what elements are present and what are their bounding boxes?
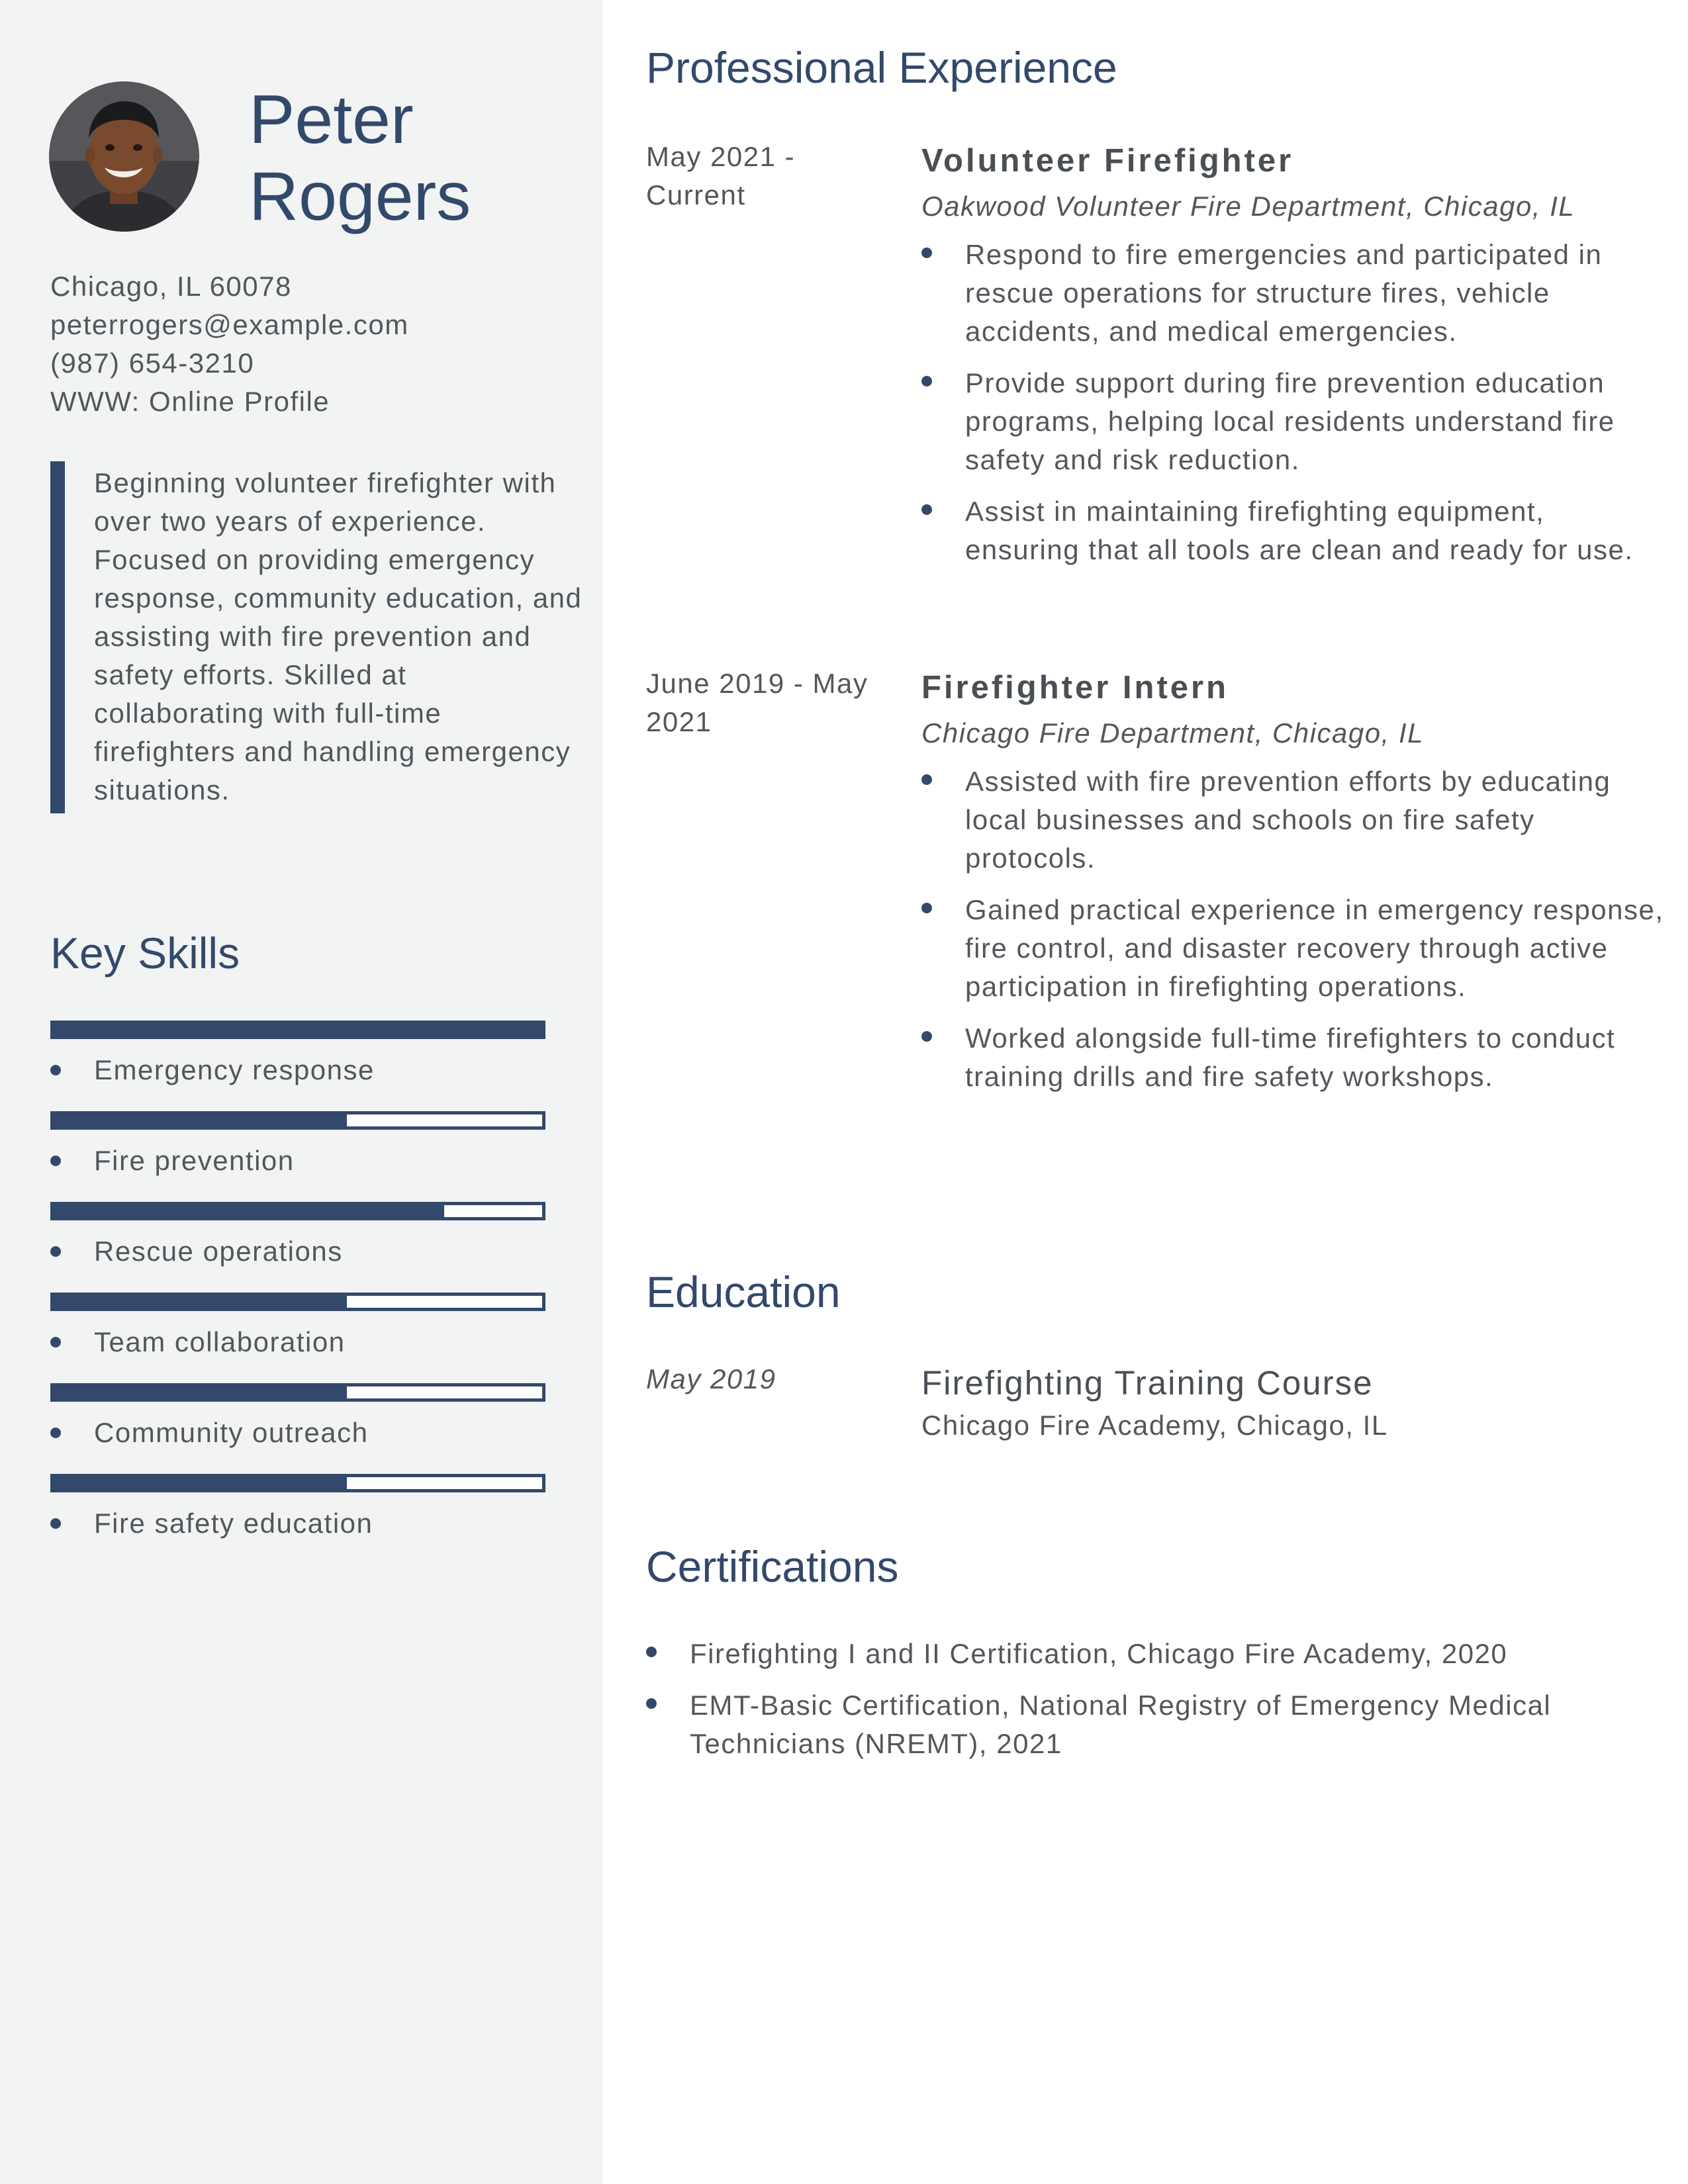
candidate-name [249,81,593,235]
list-item [921,236,1665,351]
certifications-list [646,1635,1665,1776]
job-bullets [921,236,1665,569]
skill-label: Fire safety education [94,1508,373,1539]
job-title: Volunteer Firefighter [921,143,1294,179]
skill-item [50,1202,545,1293]
skill-level-fill [54,1115,347,1126]
bullet-icon [50,1518,61,1529]
skills-list [50,1021,545,1565]
first-name: Peter [249,81,414,158]
skill-label: Fire prevention [94,1145,295,1176]
skill-label: Rescue operations [94,1236,343,1267]
bullet-icon [921,248,932,258]
phone: (987) 654-3210 [50,347,255,379]
list-item [921,364,1665,479]
bullet-icon [646,1647,657,1657]
skill-item [50,1111,545,1202]
bullet-icon [921,1031,932,1042]
address: Chicago, IL 60078 [50,271,292,302]
skill-item [50,1383,545,1474]
bullet-text: Worked alongside full-time firefighters to conduct training drills and fire safety workshops. [965,1023,1616,1092]
bullet-icon [50,1428,61,1438]
contact-info [50,267,580,421]
certification-text: Firefighting I and II Certification, Chicago Fire Academy, 2020 [690,1638,1508,1669]
last-name: Rogers [249,158,471,235]
bullet-text: Respond to fire emergencies and participated in rescue operations for structure fires, vehicle accidents, and medical emergencies. [965,239,1603,347]
skill-level-fill [54,1024,542,1036]
bullet-text: Assisted with fire prevention efforts by educating local businesses and schools on fire safety protocols. [965,766,1611,874]
bullet-icon [921,903,932,913]
education-heading: Education [646,1267,841,1316]
job-bullets [921,762,1665,1096]
bullet-icon [50,1337,61,1347]
bullet-icon [50,1156,61,1166]
professional-summary: Beginning volunteer firefighter with over two years of experience. Focused on providing emergency response, community education, and assisting with fire prevention and safety efforts. Skilled at collaborating with full-time firefighters and handling emergency situations. [50,461,584,813]
education-date: May 2019 [646,1363,776,1394]
list-item [646,1686,1665,1763]
list-item [921,1019,1665,1096]
email: peterrogers@example.com [50,309,409,340]
skill-label: Team collaboration [94,1326,346,1357]
skill-item [50,1021,545,1111]
sidebar [0,0,602,2184]
list-item [921,891,1665,1006]
education-school: Chicago Fire Academy, Chicago, IL [921,1410,1388,1441]
skill-label: Community outreach [94,1417,369,1448]
bullet-icon [921,376,932,387]
list-item [921,762,1665,878]
bullet-icon [921,504,932,515]
key-skills-heading: Key Skills [50,929,240,978]
skill-level-fill [54,1387,347,1398]
bullet-icon [921,774,932,785]
job-date: June 2019 - May 2021 [646,668,868,737]
skill-level-bar [50,1021,545,1039]
skill-level-bar [50,1474,545,1492]
website-link[interactable]: WWW: Online Profile [50,386,330,417]
skill-level-fill [54,1296,347,1308]
experience-heading: Professional Experience [646,43,1117,92]
certification-text: EMT-Basic Certification, National Registry of Emergency Medical Technicians (NREMT), 2021 [690,1690,1552,1759]
skill-item [50,1474,545,1565]
job-date: May 2021 - Current [646,141,796,210]
list-item [646,1635,1665,1673]
bullet-icon [50,1246,61,1257]
skill-level-bar [50,1293,545,1311]
job-company: Oakwood Volunteer Fire Department, Chicago, IL [921,191,1575,222]
skill-level-fill [54,1477,347,1489]
job-company: Chicago Fire Department, Chicago, IL [921,717,1424,749]
main-content [602,0,1688,2184]
skill-item [50,1293,545,1383]
bullet-icon [646,1698,657,1709]
certifications-heading: Certifications [646,1542,899,1591]
job-title: Firefighter Intern [921,670,1229,705]
skill-level-bar [50,1202,545,1220]
list-item [921,492,1665,569]
skill-level-bar [50,1111,545,1130]
skill-level-fill [54,1205,444,1217]
profile-photo [49,81,199,232]
skill-level-bar [50,1383,545,1402]
bullet-icon [50,1065,61,1075]
skill-label: Emergency response [94,1054,375,1085]
bullet-text: Gained practical experience in emergency response, fire control, and disaster recovery through active participation in firefighting operations. [965,894,1664,1002]
bullet-text: Assist in maintaining firefighting equipment, ensuring that all tools are clean and ready for use. [965,496,1634,565]
education-degree: Firefighting Training Course [921,1364,1374,1402]
bullet-text: Provide support during fire prevention education programs, helping local residents understand fire safety and risk reduction. [965,367,1615,475]
avatar-icon [49,81,199,232]
